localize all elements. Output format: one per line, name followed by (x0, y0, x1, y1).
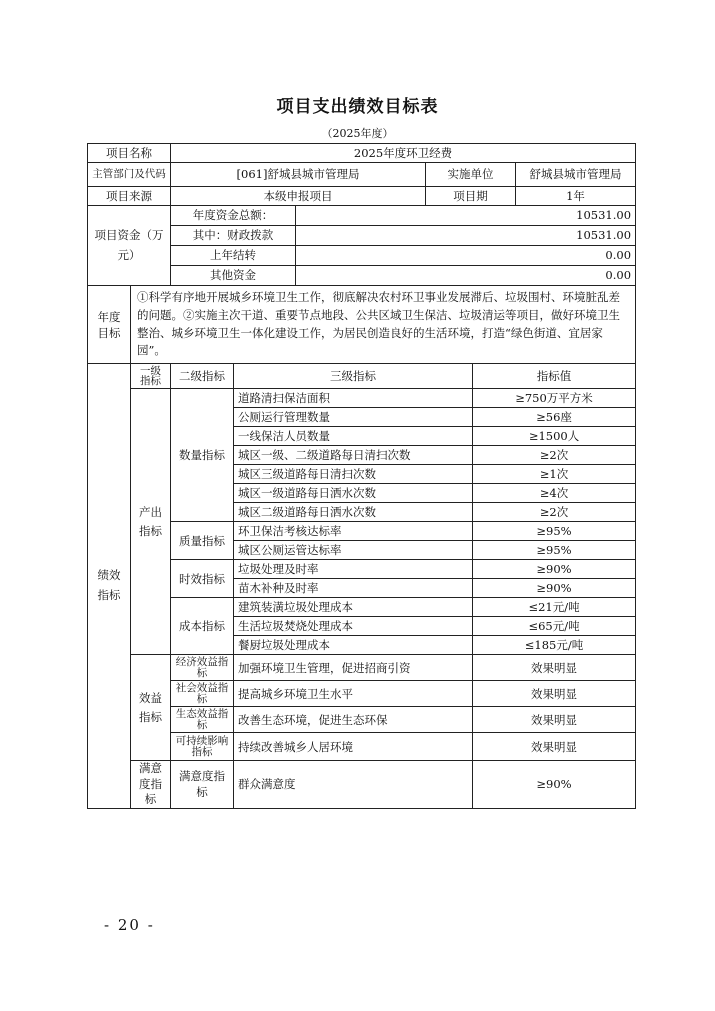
indicator-name: 餐厨垃圾处理成本 (234, 636, 473, 655)
cost-label: 成本指标 (171, 598, 234, 655)
indicator-value: ≥2次 (473, 446, 636, 465)
goals-text: ①科学有序地开展城乡环境卫生工作，彻底解决农村环卫事业发展滞后、垃圾围村、环境脏乱差的问题。②实施主次干道、重要节点地段、公共区域卫生保洁、垃圾清运等项目，做好环境卫生整治、城乡环境卫生一体化建设工作，为居民创造良好的生活环境，打造“绿色街道、宜居家园”。 (131, 286, 636, 364)
funds-row-value: 0.00 (296, 266, 636, 286)
indicator-name: 城区三级道路每日清扫次数 (234, 465, 473, 484)
period-value: 1年 (516, 187, 636, 206)
indicator-name: 苗木补种及时率 (234, 579, 473, 598)
indicator-name: 公厕运行管理数量 (234, 408, 473, 427)
indicator-value: ≥2次 (473, 503, 636, 522)
col-level2-header: 二级指标 (171, 364, 234, 389)
benefit-category: 生态效益指标 (171, 707, 234, 733)
year-note: （2025年度） (321, 127, 394, 140)
indicator-name: 环卫保洁考核达标率 (234, 522, 473, 541)
funds-label: 项目资金（万元） (88, 206, 171, 286)
funds-row-label: 其他资金 (171, 266, 296, 286)
col-level3-header: 三级指标 (234, 364, 473, 389)
indicator-value: 效果明显 (473, 707, 636, 733)
indicator-name: 群众满意度 (234, 761, 473, 809)
indicator-name: 城区公厕运管达标率 (234, 541, 473, 560)
impl-label: 实施单位 (426, 163, 516, 187)
funds-row-label: 其中：财政拨款 (171, 226, 296, 246)
benefit-category: 可持续影响指标 (171, 733, 234, 761)
indicator-value: ≥90% (473, 579, 636, 598)
period-label: 项目期 (426, 187, 516, 206)
indicator-value: 效果明显 (473, 681, 636, 707)
indicator-value: ≥95% (473, 522, 636, 541)
output-label: 产出指标 (131, 389, 171, 655)
funds-row-label: 上年结转 (171, 246, 296, 266)
indicator-value: ≥750万平方米 (473, 389, 636, 408)
indicator-name: 垃圾处理及时率 (234, 560, 473, 579)
indicator-value: ≥4次 (473, 484, 636, 503)
indicator-name: 城区一级、二级道路每日清扫次数 (234, 446, 473, 465)
source-value: 本级申报项目 (171, 187, 426, 206)
indicator-name: 城区二级道路每日洒水次数 (234, 503, 473, 522)
satisfaction-category: 满意度指标 (171, 761, 234, 809)
indicator-name: 一线保洁人员数量 (234, 427, 473, 446)
indicator-name: 持续改善城乡人居环境 (234, 733, 473, 761)
indicator-name: 提高城乡环境卫生水平 (234, 681, 473, 707)
performance-table (87, 143, 636, 809)
benefit-category: 社会效益指标 (171, 681, 234, 707)
funds-row-value: 0.00 (296, 246, 636, 266)
indicator-name: 道路清扫保洁面积 (234, 389, 473, 408)
dept-value: [061]舒城县城市管理局 (171, 163, 426, 187)
source-label: 项目来源 (88, 187, 171, 206)
indicator-value: ≥1次 (473, 465, 636, 484)
indicator-name: 加强环境卫生管理，促进招商引资 (234, 655, 473, 681)
indicator-value: ≤65元/吨 (473, 617, 636, 636)
satisfaction-label: 满意度指标 (131, 761, 171, 809)
indicator-value: ≤21元/吨 (473, 598, 636, 617)
indicator-value: 效果明显 (473, 655, 636, 681)
benefit-category: 经济效益指标 (171, 655, 234, 681)
indicator-name: 改善生态环境，促进生态环保 (234, 707, 473, 733)
project-name-value: 2025年度环卫经费 (171, 144, 636, 163)
indicator-value: ≥56座 (473, 408, 636, 427)
indicator-value: ≥90% (473, 761, 636, 809)
funds-row-value: 10531.00 (296, 226, 636, 246)
quantity-label: 数量指标 (171, 389, 234, 522)
indicator-value: 效果明显 (473, 733, 636, 761)
indicator-name: 生活垃圾焚烧处理成本 (234, 617, 473, 636)
indicators-section-label: 绩效指标 (88, 364, 131, 809)
project-name-label: 项目名称 (88, 144, 171, 163)
benefit-label: 效益指标 (131, 655, 171, 761)
page-title: 项目支出绩效目标表 (276, 97, 439, 117)
col-level1-header: 一级指标 (131, 364, 171, 389)
indicator-value: ≥1500人 (473, 427, 636, 446)
indicator-name: 建筑装潢垃圾处理成本 (234, 598, 473, 617)
funds-row-value: 10531.00 (296, 206, 636, 226)
quality-label: 质量指标 (171, 522, 234, 560)
col-value-header: 指标值 (473, 364, 636, 389)
indicator-name: 城区一级道路每日洒水次数 (234, 484, 473, 503)
timeliness-label: 时效指标 (171, 560, 234, 598)
page-number: - 20 - (104, 916, 155, 934)
dept-label: 主管部门及代码 (88, 163, 171, 187)
funds-row-label: 年度资金总额： (171, 206, 296, 226)
indicator-value: ≥90% (473, 560, 636, 579)
indicator-value: ≤185元/吨 (473, 636, 636, 655)
goals-label: 年度目标 (88, 286, 131, 364)
indicator-value: ≥95% (473, 541, 636, 560)
impl-value: 舒城县城市管理局 (516, 163, 636, 187)
